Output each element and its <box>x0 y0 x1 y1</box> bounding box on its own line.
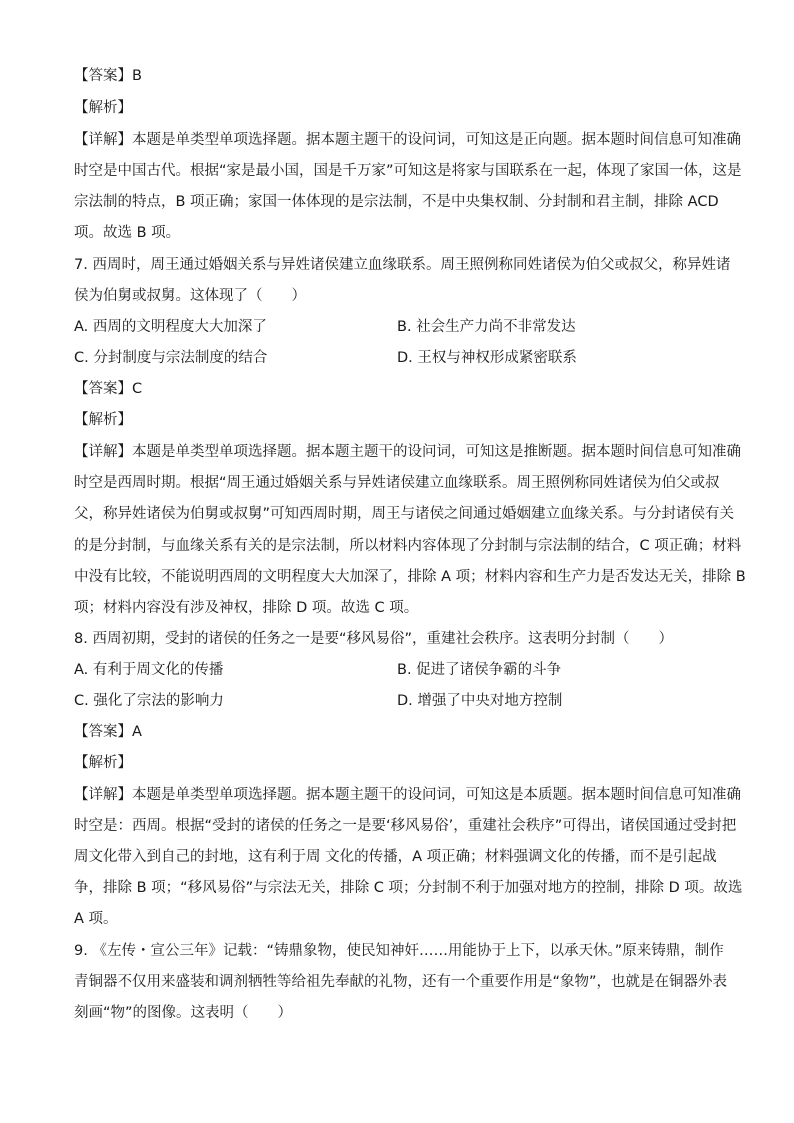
question-stem: 侯为伯舅或叔舅。这体现了（ ） <box>74 288 306 304</box>
detail-text: 项；材料内容没有涉及神权，排除 D 项。故选 C 项。 <box>74 600 419 616</box>
answer-value: C <box>132 381 143 397</box>
option-d: D. 增强了中央对地方控制 <box>397 693 563 709</box>
detail-text: 时空是中国古代。根据“家是最小国，国是千万家”可知这是将家与国联系在一起，体现了家国一体，这是 <box>74 163 742 179</box>
option-c: C. 强化了宗法的影响力 <box>74 693 224 709</box>
option-a: A. 有利于周文化的传播 <box>74 662 224 678</box>
detail-tag: 【详解】 <box>74 444 132 460</box>
answer-tag: 【答案】 <box>74 68 132 84</box>
option-b: B. 促进了诸侯争霸的斗争 <box>397 662 562 678</box>
question-stem: 8. 西周初期，受封的诸侯的任务之一是要“移风易俗”，重建社会秩序。这表明分封制（ ） <box>74 631 673 647</box>
option-c: C. 分封制度与宗法制度的结合 <box>74 350 268 366</box>
question-stem: 刻画“物”的图像。这表明（ ） <box>74 1005 293 1021</box>
detail-text: 宗法制的特点，B 项正确；家国一体体现的是宗法制，不是中央集权制、分封制和君主制，排除 ACD <box>74 194 719 210</box>
detail-text: 父，称异姓诸侯为伯舅或叔舅”可知西周时期，周王与诸侯之间通过婚姻建立血缘关系。与分封诸侯有关 <box>74 506 735 522</box>
answer-line <box>74 379 724 399</box>
question-stem: 青铜器不仅用来盛装和调剂牺牲等给祖先奉献的礼物，还有一个重要作用是“象物”，也就是在铜器外表 <box>74 974 728 990</box>
analysis-heading: 【解析】 <box>74 100 132 116</box>
detail-text: A 项。 <box>74 911 118 927</box>
detail-text: 周文化带入到自己的封地，这有利于周 文化的传播，A 项正确；材料强调文化的传播，而不是引起战 <box>74 849 717 865</box>
detail-line <box>74 442 741 462</box>
answer-value: B <box>132 68 142 84</box>
detail-text: 本题是单类型单项选择题。据本题主题干的设问词，可知这是正向题。据本题时间信息可知准确 <box>132 132 741 148</box>
answer-tag: 【答案】 <box>74 381 132 397</box>
detail-text: 本题是单类型单项选择题。据本题主题干的设问词，可知这是推断题。据本题时间信息可知准确 <box>132 444 741 460</box>
answer-tag: 【答案】 <box>74 724 132 740</box>
detail-line <box>74 785 741 805</box>
answer-value: A <box>132 724 142 740</box>
detail-tag: 【详解】 <box>74 132 132 148</box>
option-b: B. 社会生产力尚不非常发达 <box>397 319 576 335</box>
analysis-heading: 【解析】 <box>74 412 132 428</box>
detail-text: 中没有比较，不能说明西周的文明程度大大加深了，排除 A 项；材料内容和生产力是否发达无关，排除 B <box>74 569 746 585</box>
option-a: A. 西周的文明程度大大加深了 <box>74 319 267 335</box>
detail-text: 的是分封制，与血缘关系有关的是宗法制，所以材料内容体现了分封制与宗法制的结合，C 项正确；材料 <box>74 538 742 554</box>
detail-text: 争，排除 B 项；“移风易俗”与宗法无关，排除 C 项；分封制不利于加强对地方的控制，排除 D 项。故选 <box>74 880 743 896</box>
detail-text: 本题是单类型单项选择题。据本题主题干的设问词，可知这是本质题。据本题时间信息可知准确 <box>132 787 741 803</box>
analysis-heading: 【解析】 <box>74 755 132 771</box>
detail-text: 时空是西周时期。根据“周王通过婚姻关系与异姓诸侯建立血缘联系。周王照例称同姓诸侯为伯父或叔 <box>74 475 720 491</box>
detail-line <box>74 130 741 150</box>
detail-text: 项。故选 B 项。 <box>74 225 181 241</box>
answer-line <box>74 66 724 86</box>
detail-text: 时空是：西周。根据“受封的诸侯的任务之一是要‘移风易俗’，重建社会秩序”可得出，诸侯国通过受封把 <box>74 818 737 834</box>
option-d: D. 王权与神权形成紧密联系 <box>397 350 577 366</box>
question-stem: 7. 西周时，周王通过婚姻关系与异姓诸侯建立血缘联系。周王照例称同姓诸侯为伯父或叔父，称异姓诸 <box>74 257 731 273</box>
answer-line <box>74 722 724 742</box>
question-stem: 9. 《左传・宣公三年》记载：“铸鼎象物，使民知神奸……用能协于上下，以承天休。”原来铸鼎，制作 <box>74 943 724 959</box>
detail-tag: 【详解】 <box>74 787 132 803</box>
